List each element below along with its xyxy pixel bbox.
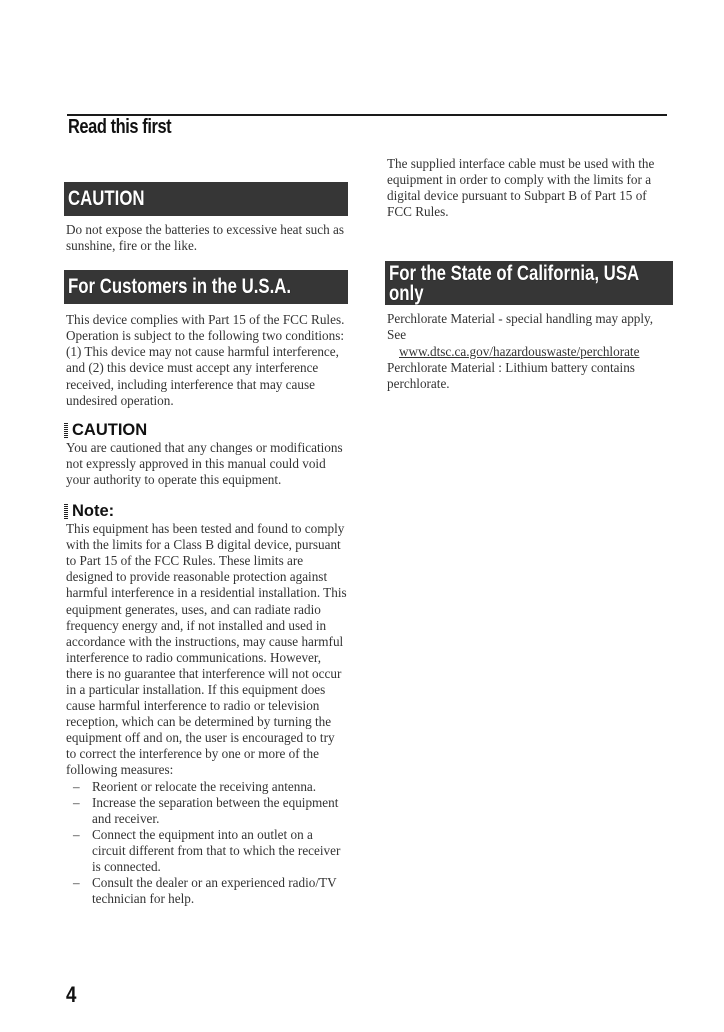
california-banner <box>385 261 673 305</box>
list-item: – Consult the dealer or an experienced radio/TV technician for help. <box>73 875 337 907</box>
lithium-battery-text: Perchlorate Material : Lithium battery contains perchlorate. <box>387 359 635 391</box>
caution-banner-label: CAUTION <box>68 187 145 210</box>
page-number: 4 <box>66 982 77 1007</box>
fcc-compliance-text: This device complies with Part 15 of the FCC Rules. Operation is subject to the following two conditions: (1) This device may not cause harmful interference, and (2) this device must accept any interference received, including interference that may cause undesired operation. <box>66 312 345 408</box>
interface-cable-text: The supplied interface cable must be used with the equipment in order to comply with the limits for a digital device pursuant to Subpart B of Part 15 of FCC Rules. <box>387 156 655 220</box>
caution-body-text: You are cautioned that any changes or modifications not expressly approved in this manual could void your authority to operate this equipment. <box>66 439 343 487</box>
dash-marker: – <box>73 794 80 810</box>
battery-warning-text: Do not expose the batteries to excessive heat such as sunshine, fire or the like. <box>66 222 344 254</box>
usa-banner-label: For Customers in the U.S.A. <box>68 275 292 299</box>
perchlorate-text: Perchlorate Material - special handling may apply, See <box>387 311 654 343</box>
california-banner-label: For the State of California, USA only <box>389 262 639 306</box>
perchlorate-link[interactable]: www.dtsc.ca.gov/hazardouswaste/perchlorate <box>399 343 640 359</box>
note-heading-label: Note: <box>72 502 115 521</box>
note-marker-icon <box>64 504 68 519</box>
right-column <box>387 156 669 392</box>
note-body-text: This equipment has been tested and found to comply with the limits for a Class B digital device, pursuant to Part 15 of the FCC Rules. These limits are designed to provide reasonable protection against harmful interference in a residential installation. This equipment generates, uses, and can radiate radio frequency energy and, if not installed and used in accordance with the instructions, may cause harmful interference to radio communications. However, there is no guarantee that interference will not occur in a particular installation. If this equipment does cause harmful interference to radio or television reception, which can be determined by turning the equipment off and on, the user is encouraged to try to correct the interference by one or more of the following measures: <box>66 521 347 778</box>
list-item: – Increase the separation between the equipment and receiver. <box>73 794 339 826</box>
page-title: Read this first <box>68 116 172 138</box>
caution-banner <box>64 182 348 216</box>
dash-marker: – <box>73 875 80 891</box>
dash-marker: – <box>73 778 80 794</box>
dash-marker: – <box>73 826 80 842</box>
measures-list <box>66 779 348 908</box>
list-item: – Connect the equipment into an outlet on a circuit different from that to which the receiver is connected. <box>73 826 341 874</box>
caution-heading-label: CAUTION <box>72 420 148 439</box>
left-column <box>66 160 348 907</box>
note-heading <box>64 502 348 521</box>
usa-banner <box>64 270 348 304</box>
list-item: – Reorient or relocate the receiving antenna. <box>73 778 317 794</box>
caution-heading <box>64 421 348 440</box>
caution-marker-icon <box>64 423 68 438</box>
